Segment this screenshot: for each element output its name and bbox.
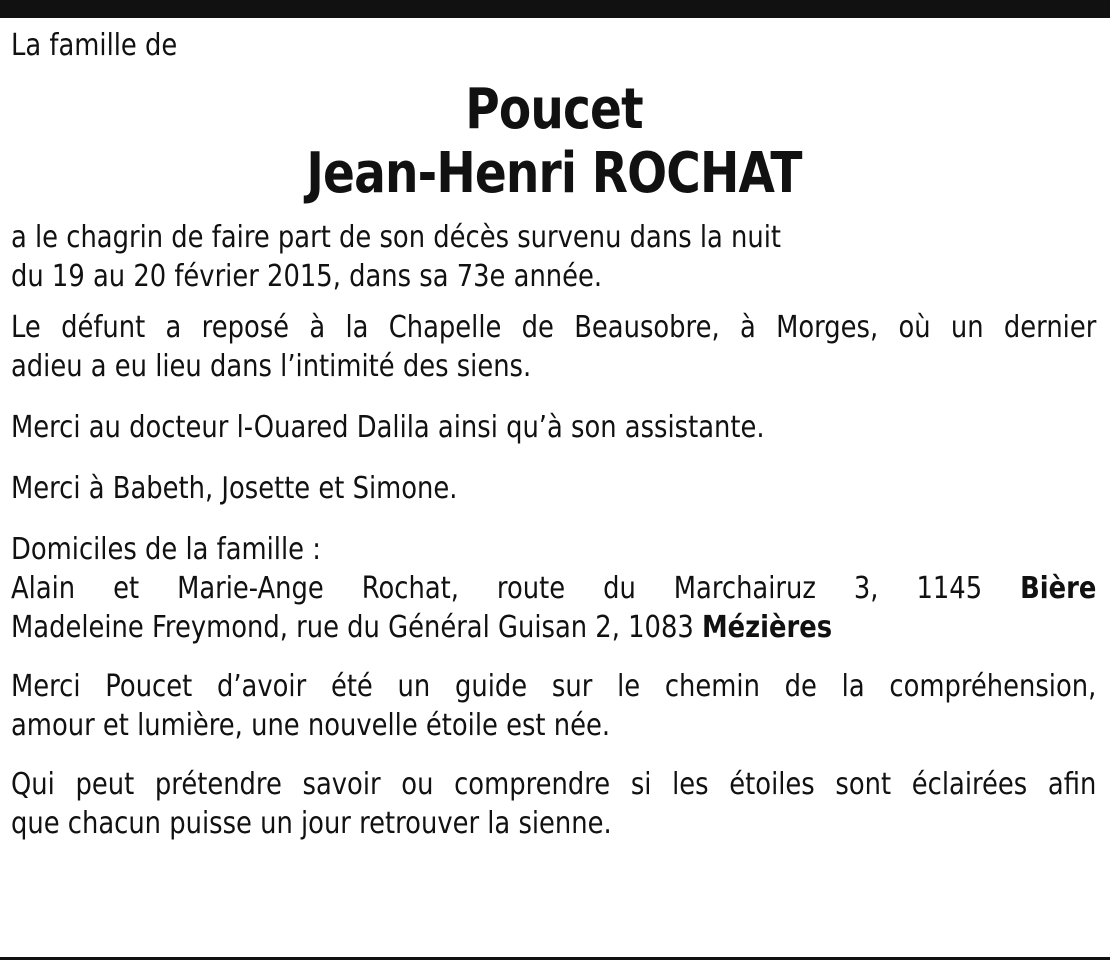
chapel-line-1: Le défunt a reposé à la Chapelle de Beausobre, à Morges, où un dernier [11, 310, 1097, 345]
deceased-name-block [11, 78, 1097, 206]
thanks-friends-paragraph [11, 469, 1097, 508]
address-1-text: Alain et Marie-Ange Rochat, route du Marchairuz 3, 1145 [11, 571, 983, 606]
domiciles-heading: Domiciles de la famille : [11, 532, 321, 567]
tribute-line-1: Merci Poucet d’avoir été un guide sur le chemin de la compréhension, [11, 669, 1097, 704]
closing-line-2: que chacun puisse un jour retrouver la sienne. [11, 806, 612, 841]
bottom-border-rule [0, 957, 1110, 960]
announcement-line-1: a le chagrin de faire part de son décès survenu dans la nuit [11, 220, 782, 255]
nickname-heading: Poucet [465, 77, 643, 142]
closing-paragraph [11, 765, 1097, 843]
top-border-rule [0, 0, 1110, 18]
obituary-notice [11, 26, 1097, 843]
chapel-line-2: adieu a eu lieu dans l’intimité des siens. [11, 349, 532, 384]
intro-text: La famille de [11, 28, 178, 63]
domiciles-paragraph [11, 530, 1097, 647]
tribute-line-2: amour et lumière, une nouvelle étoile est née. [11, 708, 611, 743]
domicile-address-1 [11, 569, 1096, 608]
thanks-friends-line: Merci à Babeth, Josette et Simone. [11, 471, 458, 506]
thanks-doctor-line: Merci au docteur l-Ouared Dalila ainsi qu’à son assistante. [11, 410, 765, 445]
announcement-line-2: du 19 au 20 février 2015, dans sa 73e année. [11, 259, 603, 294]
address-2-text: Madeleine Freymond, rue du Général Guisan 2, 1083 [11, 610, 694, 645]
chapel-paragraph [11, 308, 1097, 386]
domicile-address-2 [11, 608, 1094, 647]
full-name-heading: Jean-Henri ROCHAT [306, 141, 802, 206]
announcement-paragraph [11, 218, 1097, 296]
address-2-city: Mézières [701, 610, 833, 645]
closing-line-1: Qui peut prétendre savoir ou comprendre si les étoiles sont éclairées afin [11, 767, 1097, 802]
thanks-doctor-paragraph [11, 408, 1097, 447]
address-1-city: Bière [1020, 571, 1097, 606]
tribute-paragraph [11, 667, 1097, 745]
